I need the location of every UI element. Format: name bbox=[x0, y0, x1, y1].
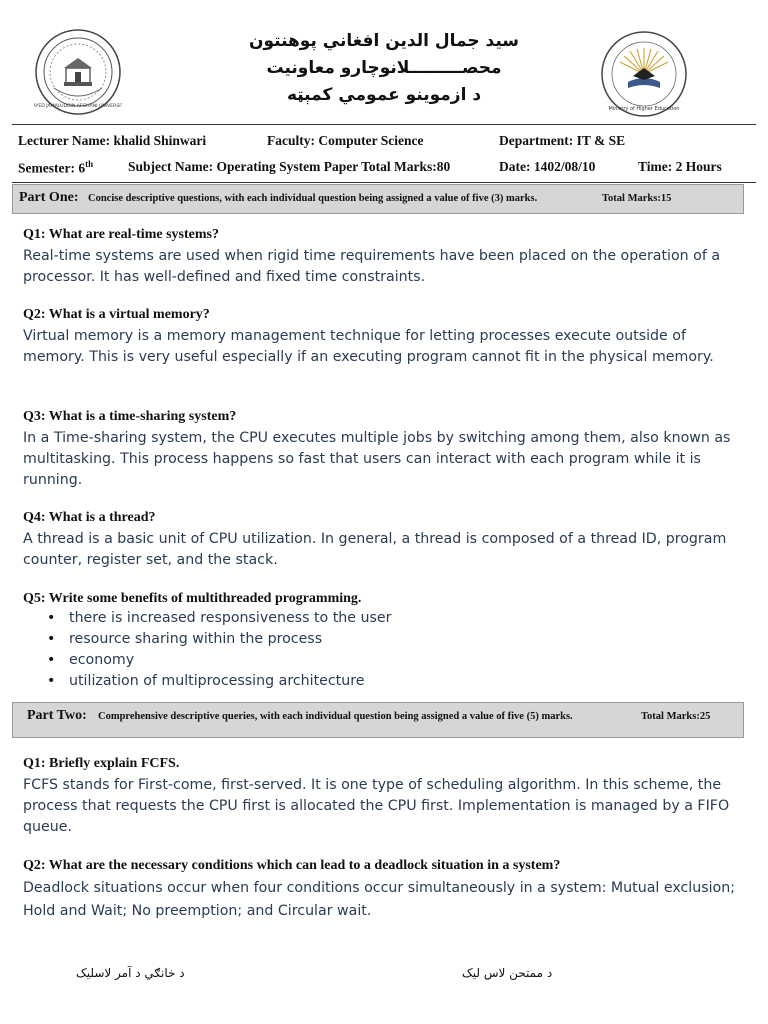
benefits-list bbox=[23, 608, 743, 692]
answer-text: Deadlock situations occur when four conditions occur simultaneously in a system: Mutual exclusion; Hold and Wait; No preemption; and Circular wait. bbox=[23, 880, 736, 919]
part-two-description: Comprehensive descriptive queries, with each individual question being assigned a value of five (5) marks. bbox=[98, 711, 573, 722]
list-item bbox=[23, 608, 743, 629]
department-name: Department: IT & SE bbox=[499, 133, 626, 148]
semester-text: Semester: 6 bbox=[18, 160, 86, 176]
part-one-header bbox=[12, 184, 744, 214]
question-block bbox=[23, 857, 743, 923]
exam-time: Time: 2 Hours bbox=[638, 159, 722, 174]
list-item bbox=[23, 650, 743, 671]
university-seal-logo bbox=[34, 28, 122, 116]
part-two-title: Part Two: bbox=[27, 708, 87, 723]
faculty-name: Faculty: Computer Science bbox=[267, 133, 424, 148]
question-block bbox=[23, 509, 743, 571]
subject-name: Subject Name: Operating System Paper Total Marks:80 bbox=[128, 159, 451, 174]
bullet-icon: • bbox=[47, 610, 56, 626]
part-one-description: Concise descriptive questions, with each individual question being assigned a value of five (3) marks. bbox=[88, 193, 538, 204]
university-name: سید جمال الدین افغاني پوهنتون bbox=[248, 31, 520, 51]
question-block bbox=[23, 226, 743, 288]
header-divider bbox=[12, 124, 756, 125]
list-item bbox=[23, 671, 743, 692]
question-heading: Q2: What is a virtual memory? bbox=[23, 307, 210, 322]
list-item bbox=[23, 629, 743, 650]
department-head-signature-label: د خانګي د آمر لاسلیک bbox=[76, 966, 185, 980]
question-heading: Q3: What is a time-sharing system? bbox=[23, 409, 237, 424]
svg-text:SAYED JAMALUDDIN AFGHANI UNIVE: SAYED JAMALUDDIN AFGHANI UNIVERSITY bbox=[34, 104, 122, 109]
ministry-seal-logo bbox=[600, 30, 688, 118]
question-heading: Q4: What is a thread? bbox=[23, 510, 156, 525]
exam-committee: د ازموینو عمومي کمېټه bbox=[286, 85, 482, 105]
examiner-signature-label: د ممتحن لاس لیک bbox=[462, 966, 553, 980]
question-block bbox=[23, 755, 743, 838]
question-block bbox=[23, 408, 743, 491]
question-heading: Q1: What are real-time systems? bbox=[23, 227, 219, 242]
bullet-icon: • bbox=[47, 673, 56, 689]
answer-text: Virtual memory is a memory management technique for letting processes execute outside of memory. This is very useful especially if an executing program cannot fit in the physical memory. bbox=[23, 328, 714, 365]
bullet-icon: • bbox=[47, 631, 56, 647]
question-block bbox=[23, 590, 743, 692]
header-title-block bbox=[200, 28, 568, 109]
semester-suffix: th bbox=[85, 159, 94, 169]
question-heading: Q2: What are the necessary conditions which can lead to a deadlock situation in a system? bbox=[23, 858, 561, 873]
answer-text: A thread is a basic unit of CPU utilization. In general, a thread is composed of a thread ID, program counter, register set, and the stack. bbox=[23, 531, 727, 568]
list-item-text: economy bbox=[69, 652, 135, 668]
answer-text: FCFS stands for First-come, first-served. It is one type of scheduling algorithm. In this scheme, the process that requests the CPU first is allocated the CPU first. Implementation is managed by a FIFO queue. bbox=[23, 777, 730, 835]
part-one-title: Part One: bbox=[19, 190, 79, 205]
deputy-office: محصـــــــــلانوچارو معاونیت bbox=[266, 58, 502, 78]
list-item-text: there is increased responsiveness to the user bbox=[69, 610, 392, 626]
answer-text: In a Time-sharing system, the CPU executes multiple jobs by switching among them, also known as multitasking. This process happens so fast that users can interact with each program while it is running. bbox=[23, 430, 731, 488]
question-heading: Q1: Briefly explain FCFS. bbox=[23, 756, 180, 771]
semester bbox=[18, 159, 93, 177]
part-two-total: Total Marks:25 bbox=[641, 711, 711, 722]
lecturer-name: Lecturer Name: khalid Shinwari bbox=[18, 133, 207, 148]
meta-divider bbox=[12, 182, 756, 183]
exam-date: Date: 1402/08/10 bbox=[499, 159, 596, 174]
answer-text: Real-time systems are used when rigid time requirements have been placed on the operation of a processor. It has well-defined and fixed time constraints. bbox=[23, 248, 721, 285]
list-item-text: utilization of multiprocessing architecture bbox=[69, 673, 365, 689]
part-two-header bbox=[12, 702, 744, 738]
question-block bbox=[23, 306, 743, 368]
svg-text:Ministry of Higher Education: Ministry of Higher Education bbox=[608, 106, 680, 112]
part-one-total: Total Marks:15 bbox=[602, 193, 672, 204]
bullet-icon: • bbox=[47, 652, 56, 668]
list-item-text: resource sharing within the process bbox=[69, 631, 323, 647]
question-heading: Q5: Write some benefits of multithreaded programming. bbox=[23, 591, 362, 606]
